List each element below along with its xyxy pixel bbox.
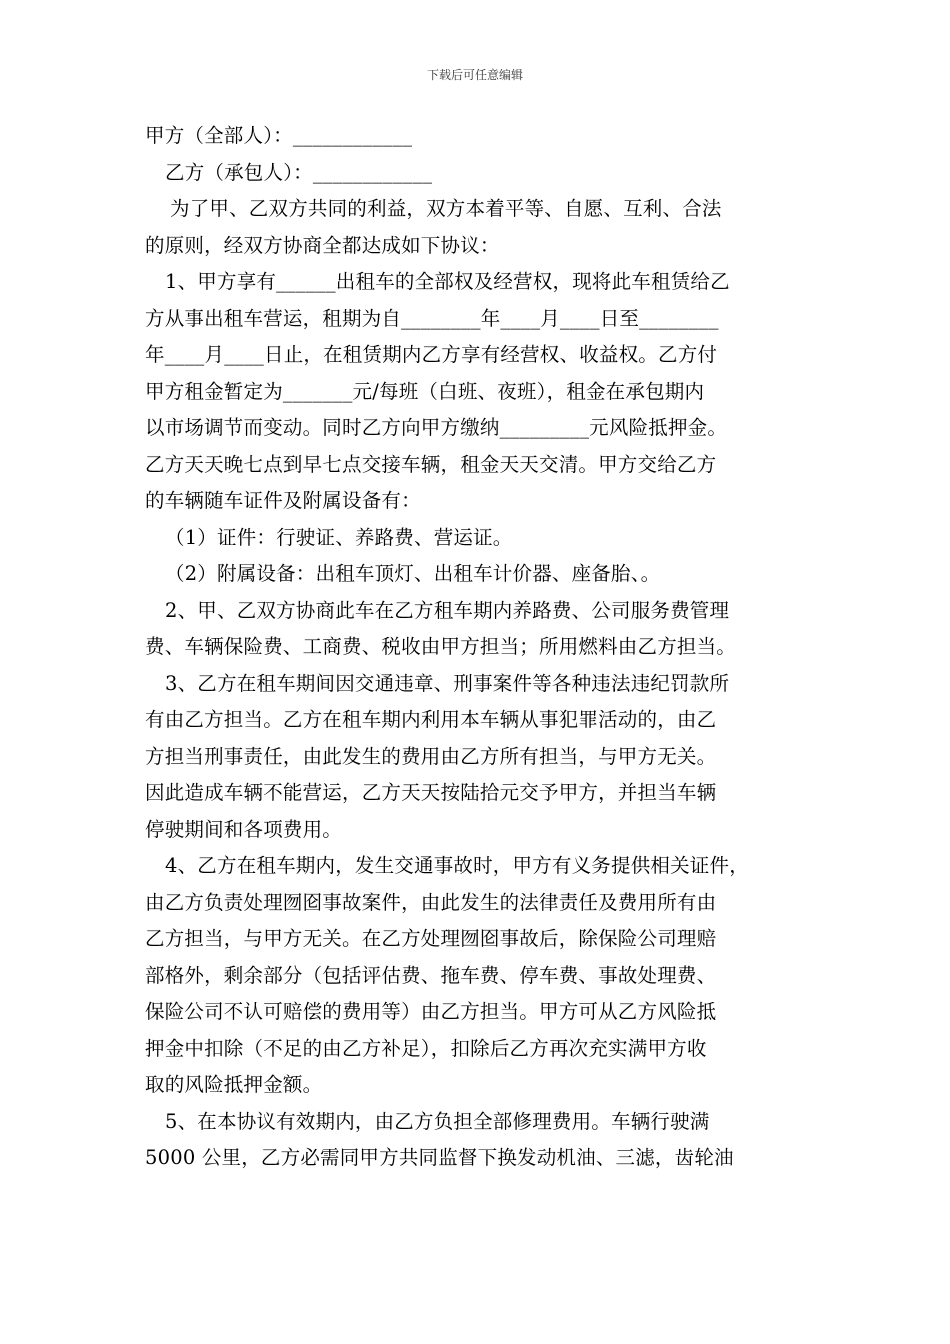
- sub-item-2-line: （2）附属设备：出租车顶灯、出租车计价器、座备胎、。: [165, 562, 661, 585]
- text-line: 乙方担当，与甲方无关。在乙方处理囫囵事故后，除保险公司理赔: [145, 927, 717, 950]
- text-line: 方从事出租车营运，租期为自________年____月____日至________: [145, 306, 719, 330]
- text-line: 以市场调节而变动。同时乙方向甲方缴纳_________元风险抵押金。: [145, 416, 728, 439]
- clause-4-line: 4、乙方在租车期内，发生交通事故时，甲方有义务提供相关证件，: [165, 854, 749, 877]
- text-line: 取的风险抵押金额。: [145, 1073, 323, 1096]
- text-line: 费、车辆保险费、工商费、税收由甲方担当；所用燃料由乙方担当。: [145, 635, 737, 658]
- text-line: 部格外，剩余部分（包括评估费、拖车费、停车费、事故处理费、: [145, 963, 717, 987]
- clause-1-line: 1、甲方享有______出租车的全部权及经营权，现将此车租赁给乙: [165, 270, 730, 293]
- text-line: 保险公司不认可赔偿的费用等）由乙方担当。甲方可从乙方风险抵: [145, 1000, 717, 1023]
- text-line: 有由乙方担当。乙方在租车期内利用本车辆从事犯罪活动的，由乙: [145, 708, 717, 731]
- text-line: 方担当刑事责任，由此发生的费用由乙方所有担当，与甲方无关。: [145, 744, 717, 768]
- text-line: 乙方天天晚七点到早七点交接车辆，租金天天交清。甲方交给乙方: [145, 452, 717, 476]
- text-line: 押金中扣除（不足的由乙方补足），扣除后乙方再次充实满甲方收: [145, 1036, 707, 1060]
- contract-body: [145, 118, 810, 1177]
- text-line: 由乙方负责处理囫囵事故案件，由此发生的法律责任及费用所有由: [145, 890, 717, 914]
- clause-3-line: 3、乙方在租车期间因交通违章、刑事案件等各种违法违纪罚款所: [165, 671, 730, 695]
- page-header-note: 下载后可任意编辑: [426, 68, 523, 82]
- sub-item-1-line: （1）证件：行驶证、养路费、营运证。: [165, 525, 513, 549]
- clause-5-line: 5、在本协议有效期内，由乙方负担全部修理费用。车辆行驶满: [165, 1109, 710, 1133]
- text-line: 年____月____日止，在租赁期内乙方享有经营权、收益权。乙方付: [145, 343, 718, 366]
- clause-2-line: 2、甲、乙双方协商此车在乙方租车期内养路费、公司服务费管理: [165, 598, 730, 622]
- text-line: 因此造成车辆不能营运，乙方天天按陆拾元交予甲方，并担当车辆: [145, 781, 717, 804]
- party-a-line: 甲方（全部人）：____________: [145, 124, 413, 147]
- party-b-line: 乙方（承包人）：____________: [165, 160, 433, 184]
- text-line: 的原则，经双方协商全都达成如下协议：: [145, 233, 500, 257]
- text-line: 为了甲、乙双方共同的利益，双方本着平等、自愿、互利、合法: [170, 197, 722, 220]
- text-line: 甲方租金暂定为_______元/每班（白班、夜班），租金在承包期内: [145, 379, 705, 403]
- text-line: 5000 公里，乙方必需同甲方共同监督下换发动机油、三滤，齿轮油: [145, 1146, 734, 1169]
- text-line: 停驶期间和各项费用。: [145, 817, 343, 841]
- text-line: 的车辆随车证件及附属设备有：: [145, 489, 421, 512]
